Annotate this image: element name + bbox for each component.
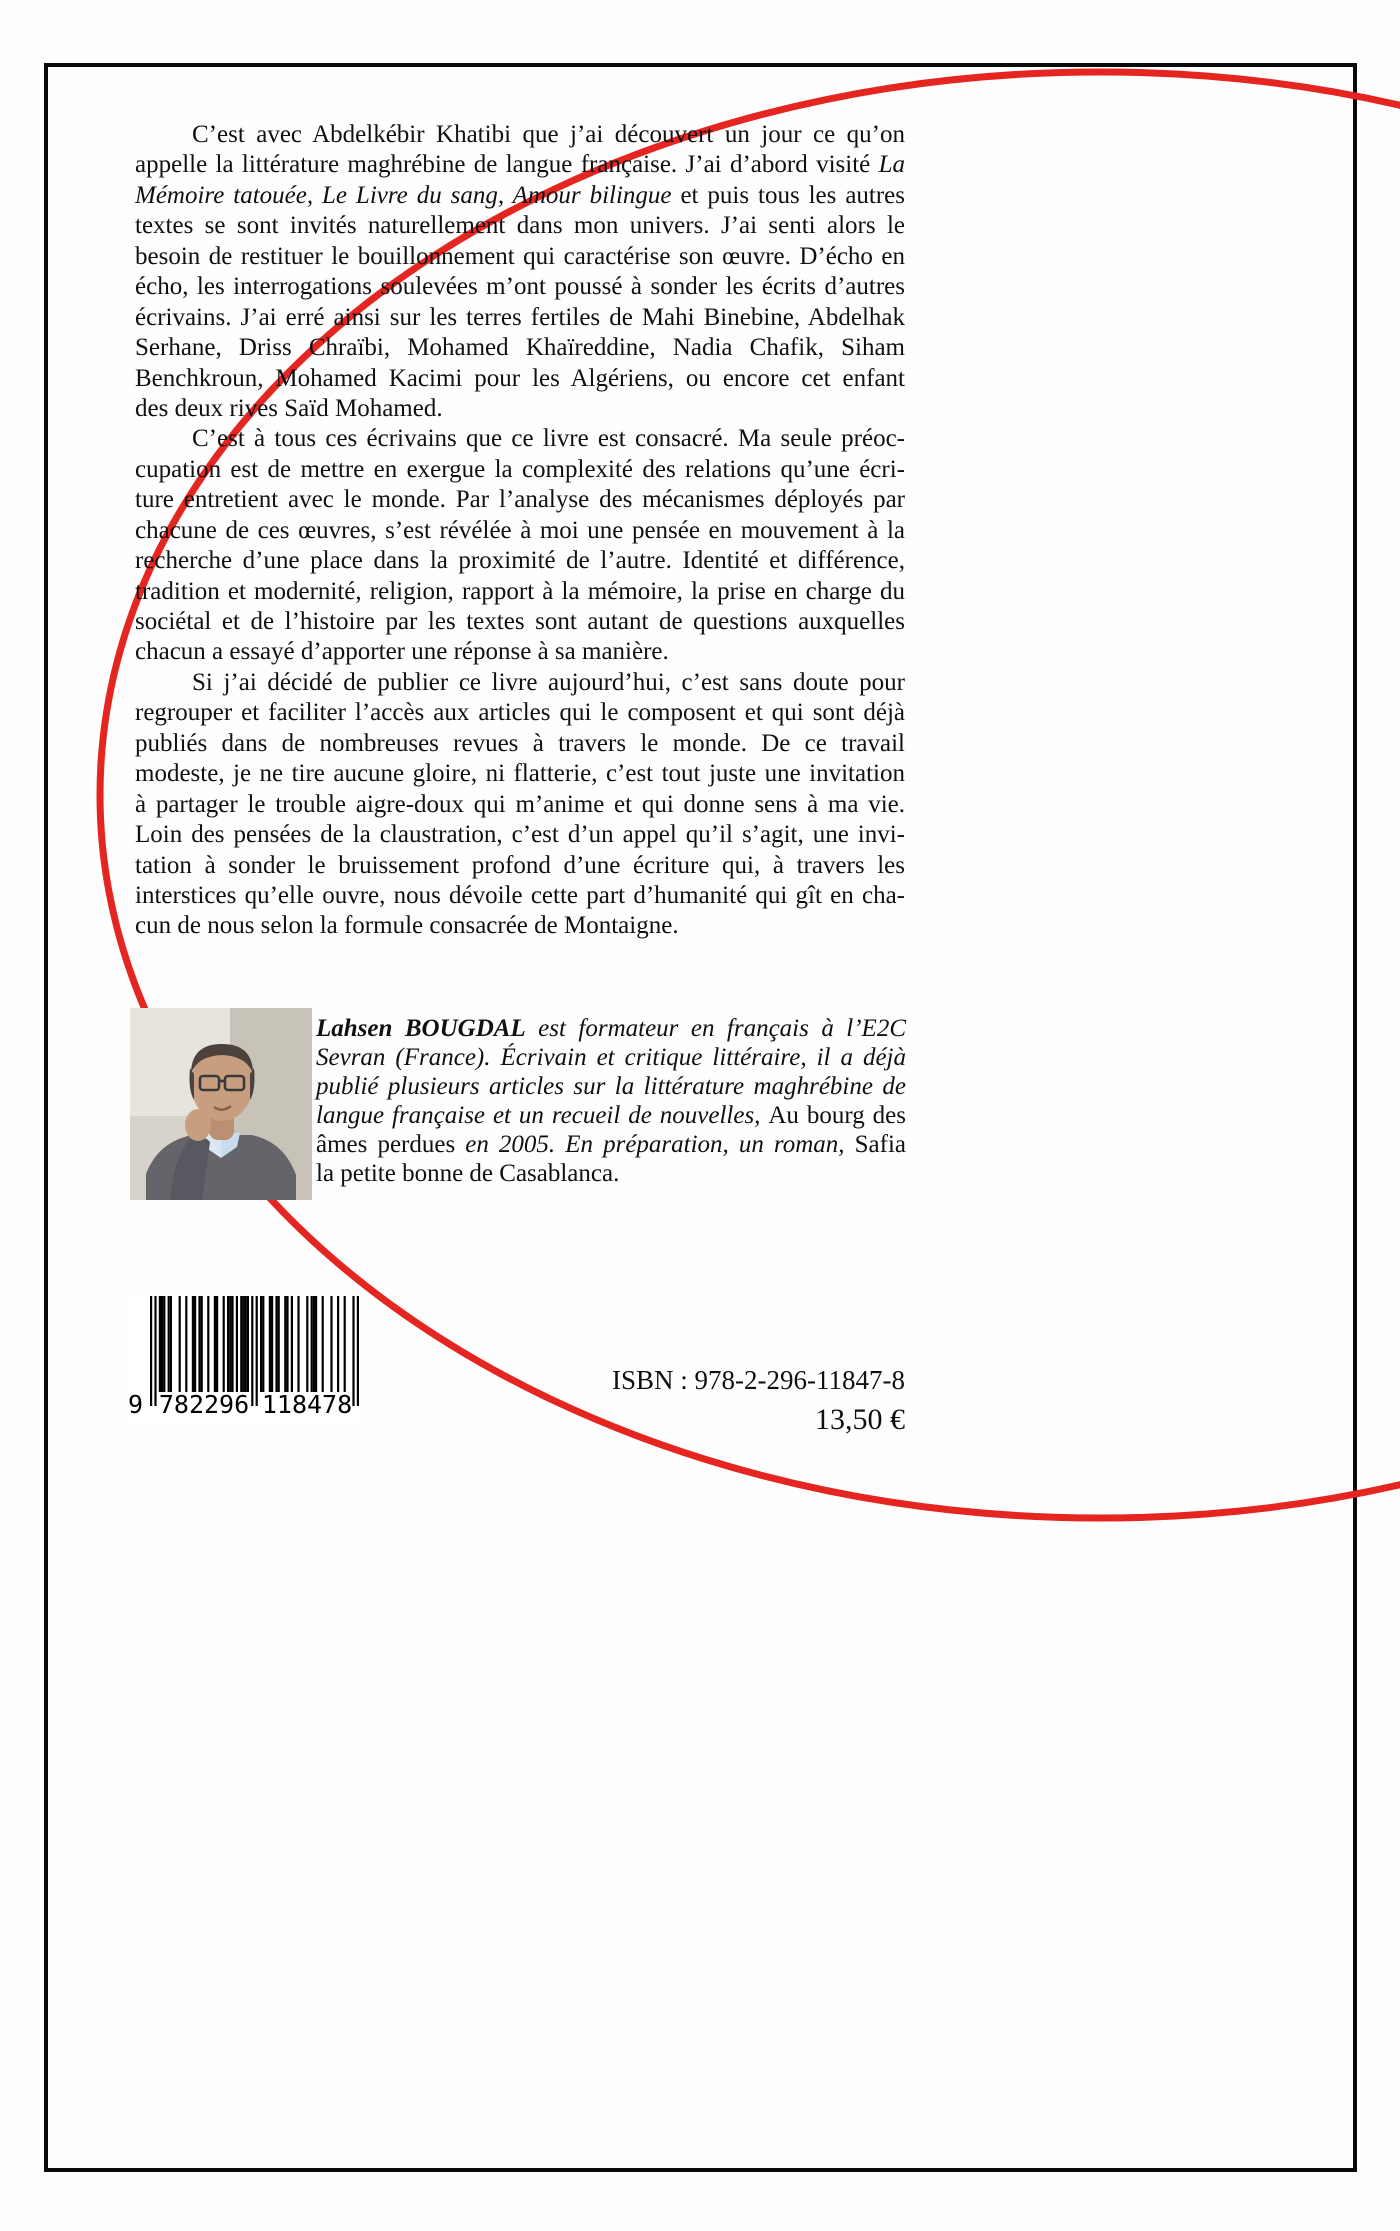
text-line [316, 1159, 906, 1188]
text-line [135, 303, 905, 333]
text-line [316, 1101, 906, 1130]
text-line [135, 211, 905, 241]
text-run: écrivains. J’ai erré ainsi sur les terres fertiles de Mahi Binebine, Abdelhak [135, 303, 905, 331]
text-run: appelle la littérature maghrébine de langue française. J’ai d’abord visité [135, 151, 879, 179]
text-run: textes se sont invités naturellement dans mon univers. J’ai senti alors le [135, 212, 905, 240]
text-line [135, 364, 905, 394]
text-line [135, 333, 905, 363]
paragraph [135, 668, 905, 942]
text-run: cun de nous selon la formule consacrée de Montaigne. [135, 912, 679, 940]
text-run: âmes perdues [316, 1131, 456, 1158]
text-run: ture entretient avec le monde. Par l’analyse des mécanismes déployés par [135, 486, 905, 514]
text-run: C’est à tous ces écrivains que ce livre est consacré. Ma seule préoc- [192, 425, 905, 453]
text-line [135, 911, 905, 941]
text-line [135, 424, 905, 454]
text-run: Au bourg des [768, 1102, 906, 1129]
text-run: tradition et modernité, religion, rapport à la mémoire, la prise en charge du [135, 577, 905, 605]
text-run: Mémoire tatouée, Le Livre du sang, Amour bilingue [135, 181, 672, 209]
text-run: Sevran (France). Écrivain et critique littéraire, il a déjà [316, 1044, 906, 1071]
text-line [316, 1014, 906, 1043]
text-run: Si j’ai décidé de publier ce livre aujourd’hui, c’est sans doute pour [192, 668, 905, 696]
text-run: des deux rives Saïd Mohamed. [135, 394, 443, 422]
text-run: Benchkroun, Mohamed Kacimi pour les Algériens, ou encore cet enfant [135, 364, 905, 392]
text-run: est formateur en français à l’E2C [525, 1015, 906, 1042]
text-line [135, 668, 905, 698]
paragraph [135, 120, 905, 424]
text-run: Safia [854, 1131, 906, 1158]
text-run: recherche d’une place dans la proximité de l’autre. Identité et différence, [135, 547, 905, 575]
text-line [135, 485, 905, 515]
text-run: en 2005. En préparation, un roman, [455, 1131, 855, 1158]
text-run: besoin de restituer le bouillonnement qui caractérise son œuvre. D’écho en [135, 242, 905, 270]
hand [185, 1109, 211, 1141]
text-run: cupation est de mettre en exergue la complexité des relations qu’une écri- [135, 455, 905, 483]
text-line [135, 455, 905, 485]
paragraph [135, 424, 905, 668]
text-line [135, 577, 905, 607]
text-run: C’est avec Abdelkébir Khatibi que j’ai découvert un jour ce qu’on [192, 121, 905, 148]
text-line [135, 181, 905, 211]
text-line [316, 1130, 906, 1159]
barcode-digit-group1: 782296 [158, 1390, 250, 1419]
barcode-digit-group2: 118478 [261, 1390, 353, 1419]
text-run: chacune de ces œuvres, s’est révélée à moi une pensée en mouvement à la [135, 516, 905, 544]
text-line [135, 120, 905, 150]
text-run: modeste, je ne tire aucune gloire, ni flatterie, c’est tout juste une invitation [135, 760, 905, 788]
text-run: et puis tous les autres [671, 181, 906, 209]
text-line [135, 851, 905, 881]
price: 13,50 € [815, 1403, 905, 1436]
text-run: publiés dans de nombreuses revues à travers le monde. De ce travail [135, 729, 905, 757]
text-line [135, 698, 905, 728]
text-run: écho, les interrogations soulevées m’ont poussé à sonder les écrits d’autres [135, 273, 905, 301]
text-line [135, 881, 905, 911]
barcode-digit-left: 9 [128, 1390, 144, 1419]
text-run: la petite bonne de Casablanca. [316, 1160, 620, 1187]
text-line [135, 790, 905, 820]
text-run: Serhane, Driss Chraïbi, Mohamed Khaïreddine, Nadia Chafik, Siham [135, 334, 905, 362]
text-line [135, 394, 905, 424]
text-line [135, 516, 905, 546]
footer-identifiers [612, 1364, 905, 1438]
text-run: La [878, 151, 905, 179]
text-line [316, 1072, 906, 1101]
text-line [135, 150, 905, 180]
text-line [135, 820, 905, 850]
text-run: publié plusieurs articles sur la littérature maghrébine de [316, 1073, 906, 1100]
text-line [135, 607, 905, 637]
text-line [316, 1043, 906, 1072]
text-run: à partager le trouble aigre-doux qui m’anime et qui donne sens à ma vie. [135, 790, 905, 818]
author-portrait-illustration [130, 1008, 312, 1200]
text-run: tation à sonder le bruissement profond d’une écriture qui, à travers les [135, 851, 905, 879]
text-line [135, 272, 905, 302]
text-run: chacun a essayé d’apporter une réponse à sa manière. [135, 638, 669, 666]
isbn: ISBN : 978-2-296-11847-8 [612, 1365, 905, 1395]
text-line [135, 729, 905, 759]
text-line [135, 759, 905, 789]
text-line [135, 546, 905, 576]
text-line [135, 242, 905, 272]
text-run: langue française et un recueil de nouvelles, [316, 1102, 769, 1129]
text-run: regrouper et faciliter l’accès aux articles qui le composent et qui sont déjà [135, 699, 905, 727]
author-bio-text [316, 1014, 906, 1188]
text-run: Lahsen BOUGDAL [316, 1015, 526, 1042]
text-run: Loin des pensées de la claustration, c’est d’un appel qu’il s’agit, une invi- [135, 821, 905, 849]
barcode [128, 1296, 360, 1424]
author-photo [130, 1008, 312, 1200]
text-line [135, 637, 905, 667]
text-run: interstices qu’elle ouvre, nous dévoile cette part d’humanité qui gît en cha- [135, 881, 905, 909]
synopsis [135, 120, 905, 942]
text-run: sociétal et de l’histoire par les textes sont autant de questions auxquelles [135, 608, 905, 635]
